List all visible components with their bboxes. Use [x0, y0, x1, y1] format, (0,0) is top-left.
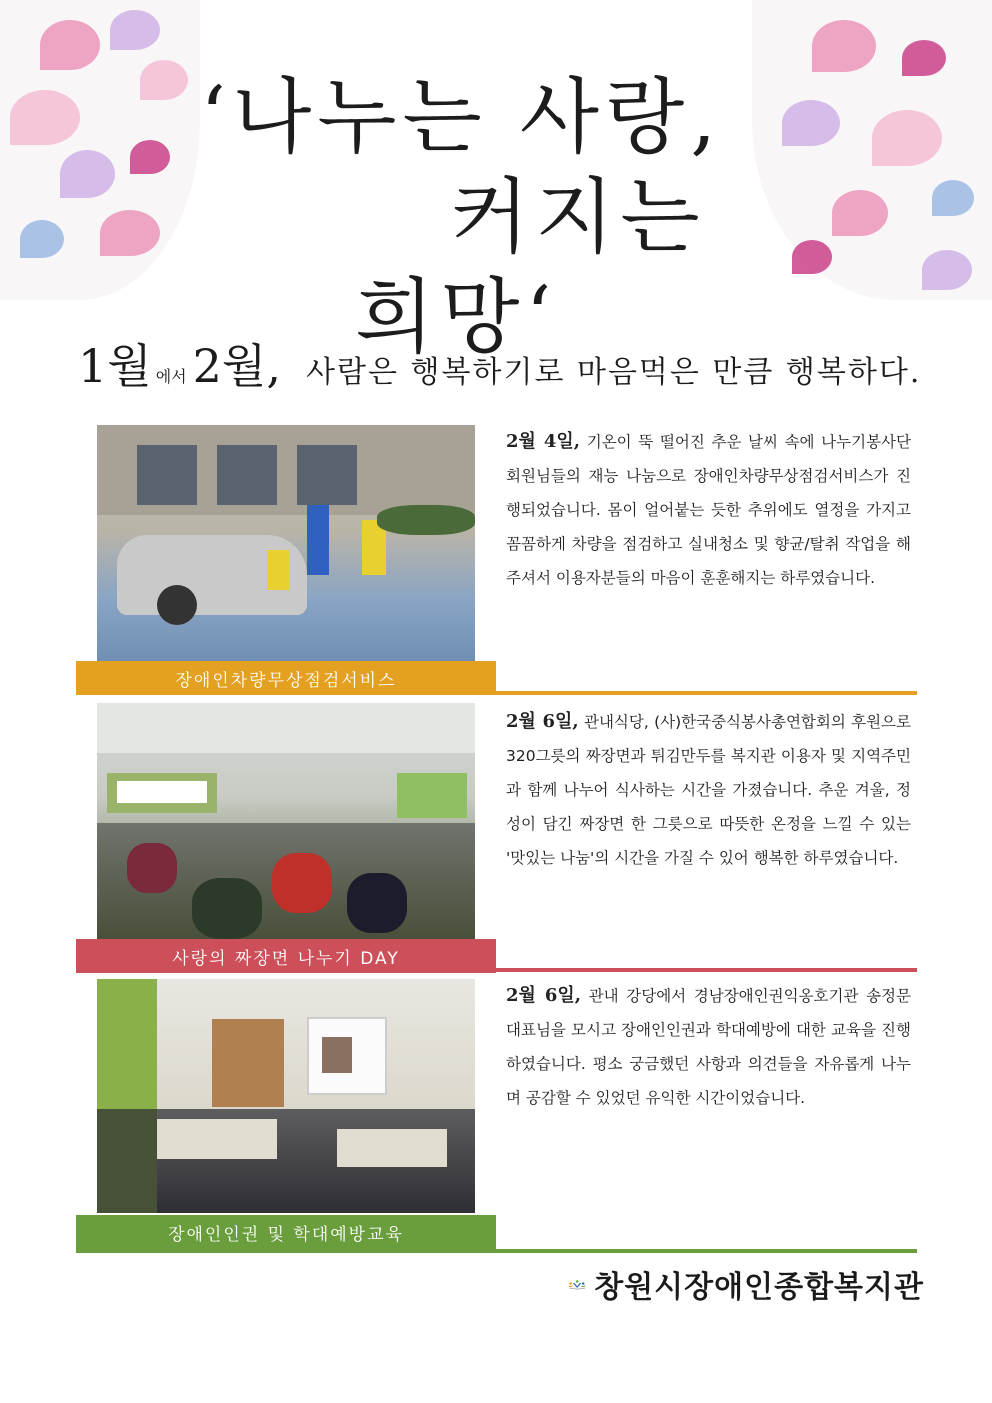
floral-decoration-right	[752, 0, 992, 305]
section-2-text	[506, 705, 911, 875]
section-2-body: 관내식당, (사)한국중식봉사총연합회의 후원으로 320그릇의 짜장면과 튀김만두를 복지관 이용자 및 지역주민과 함께 나누어 식사하는 시간을 가졌습니다. 추운 겨울, 정성이 담긴 짜장면 한 그릇으로 따뜻한 온정을 느낄 수 있는 '맛있는 나눔'의 시간을 가질 수 있어 행복한 하루였습니다.	[506, 713, 912, 867]
welfare-center-logo	[568, 1262, 924, 1306]
lecture-room-photo	[97, 979, 475, 1213]
welfare-center-logo-icon	[568, 1264, 586, 1304]
caption-rights-education: 장애인인권 및 학대예방교육	[76, 1215, 496, 1249]
welfare-center-name: 창원시장애인종합복지관	[594, 1270, 924, 1305]
subheading-connector: 에서	[155, 367, 187, 386]
section-2-date: 2월 6일,	[506, 711, 579, 732]
divider-rule-2	[76, 968, 917, 972]
car-service-photo	[97, 425, 475, 661]
section-3-text	[506, 979, 911, 1115]
section-3-body: 관내 강당에서 경남장애인권익옹호기관 송정문 대표님을 모시고 장애인인권과 학대예방에 대한 교육을 진행하였습니다. 평소 궁금했던 사항과 의견들을 자유롭게 나누며 공감할 수 있었던 유익한 시간이었습니다.	[506, 987, 912, 1107]
subheading	[78, 330, 921, 396]
section-3-date: 2월 6일,	[506, 985, 582, 1006]
divider-rule-1	[76, 691, 917, 695]
headline-line-2: 커지는	[450, 170, 706, 265]
caption-jjajang-day: 사랑의 짜장면 나누기 DAY	[76, 939, 496, 973]
subheading-month-start: 1월	[78, 339, 152, 393]
headline-line-1: ‘나누는 사랑,	[200, 70, 723, 165]
section-1-text	[506, 425, 911, 595]
subheading-quote: 사람은 행복하기로 마음먹은 만큼 행복하다.	[306, 355, 922, 390]
subheading-month-end: 2월,	[192, 339, 281, 393]
headline-line-3: 희망‘	[355, 270, 558, 365]
section-1-date: 2월 4일,	[506, 431, 581, 452]
dining-hall-photo	[97, 703, 475, 939]
caption-car-service: 장애인차량무상점검서비스	[76, 661, 496, 695]
section-1-body: 기온이 뚝 떨어진 추운 날씨 속에 나누기봉사단 회원님들의 재능 나눔으로 장애인차량무상점검서비스가 진행되었습니다. 몸이 얼어붙는 듯한 추위에도 열정을 가지고 꼼꼼하게 차량을 점검하고 실내청소 및 향균/탈취 작업을 해주셔서 이용자분들의 마음이 훈훈해지는 하루였습니다.	[506, 433, 911, 587]
floral-decoration-left	[0, 0, 200, 305]
divider-rule-3	[76, 1249, 917, 1253]
